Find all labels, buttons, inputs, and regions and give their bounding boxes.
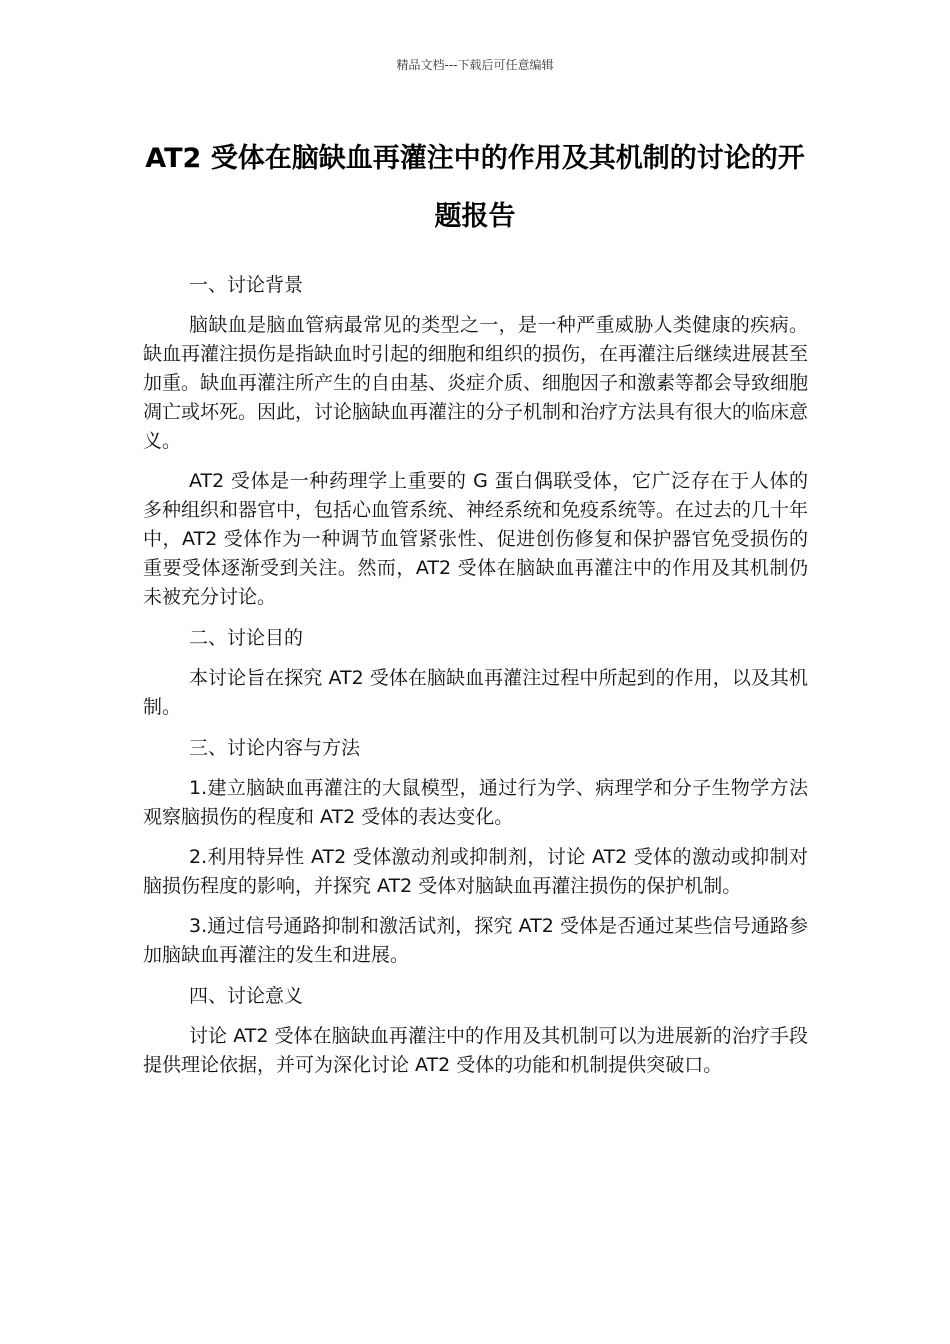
section-background bbox=[143, 270, 808, 612]
paragraph: 3.通过信号通路抑制和激活试剂，探究 AT2 受体是否通过某些信号通路参加脑缺血再灌注的发生和进展。 bbox=[143, 915, 808, 966]
section-significance bbox=[143, 981, 808, 1080]
section-heading: 三、讨论内容与方法 bbox=[189, 737, 361, 759]
paragraph: 2.利用特异性 AT2 受体激动剂或抑制剂，讨论 AT2 受体的激动或抑制对脑损伤程度的影响，并探究 AT2 受体对脑缺血再灌注损伤的保护机制。 bbox=[143, 846, 808, 897]
section-heading: 二、讨论目的 bbox=[189, 627, 304, 649]
section-content-methods bbox=[143, 733, 808, 970]
page-header: 精品文档---下载后可任意编辑 bbox=[396, 58, 554, 72]
paragraph: 脑缺血是脑血管病最常见的类型之一，是一种严重威胁人类健康的疾病。缺血再灌注损伤是指缺血时引起的细胞和组织的损伤，在再灌注后继续进展甚至加重。缺血再灌注所产生的自由基、炎症介质、细胞因子和激素等都会导致细胞凋亡或坏死。因此，讨论脑缺血再灌注的分子机制和治疗方法具有很大的临床意义。 bbox=[143, 314, 809, 452]
section-purpose bbox=[143, 623, 808, 722]
document-title: AT2 受体在脑缺血再灌注中的作用及其机制的讨论的开题报告 bbox=[145, 143, 805, 232]
document-body bbox=[143, 270, 808, 1091]
paragraph: 1.建立脑缺血再灌注的大鼠模型，通过行为学、病理学和分子生物学方法观察脑损伤的程度和 AT2 受体的表达变化。 bbox=[143, 777, 808, 828]
section-heading: 四、讨论意义 bbox=[189, 985, 304, 1007]
paragraph: 讨论 AT2 受体在脑缺血再灌注中的作用及其机制可以为进展新的治疗手段提供理论依据，并可为深化讨论 AT2 受体的功能和机制提供突破口。 bbox=[143, 1025, 808, 1076]
section-heading: 一、讨论背景 bbox=[189, 274, 304, 296]
paragraph: 本讨论旨在探究 AT2 受体在脑缺血再灌注过程中所起到的作用，以及其机制。 bbox=[143, 667, 808, 718]
paragraph: AT2 受体是一种药理学上重要的 G 蛋白偶联受体，它广泛存在于人体的多种组织和器官中，包括心血管系统、神经系统和免疫系统等。在过去的几十年中，AT2 受体作为一种调节血管紧张性、促进创伤修复和保护器官免受损伤的重要受体逐渐受到关注。然而，AT2 受体在脑缺血再灌注中的作用及其机制仍未被充分讨论。 bbox=[143, 470, 809, 608]
